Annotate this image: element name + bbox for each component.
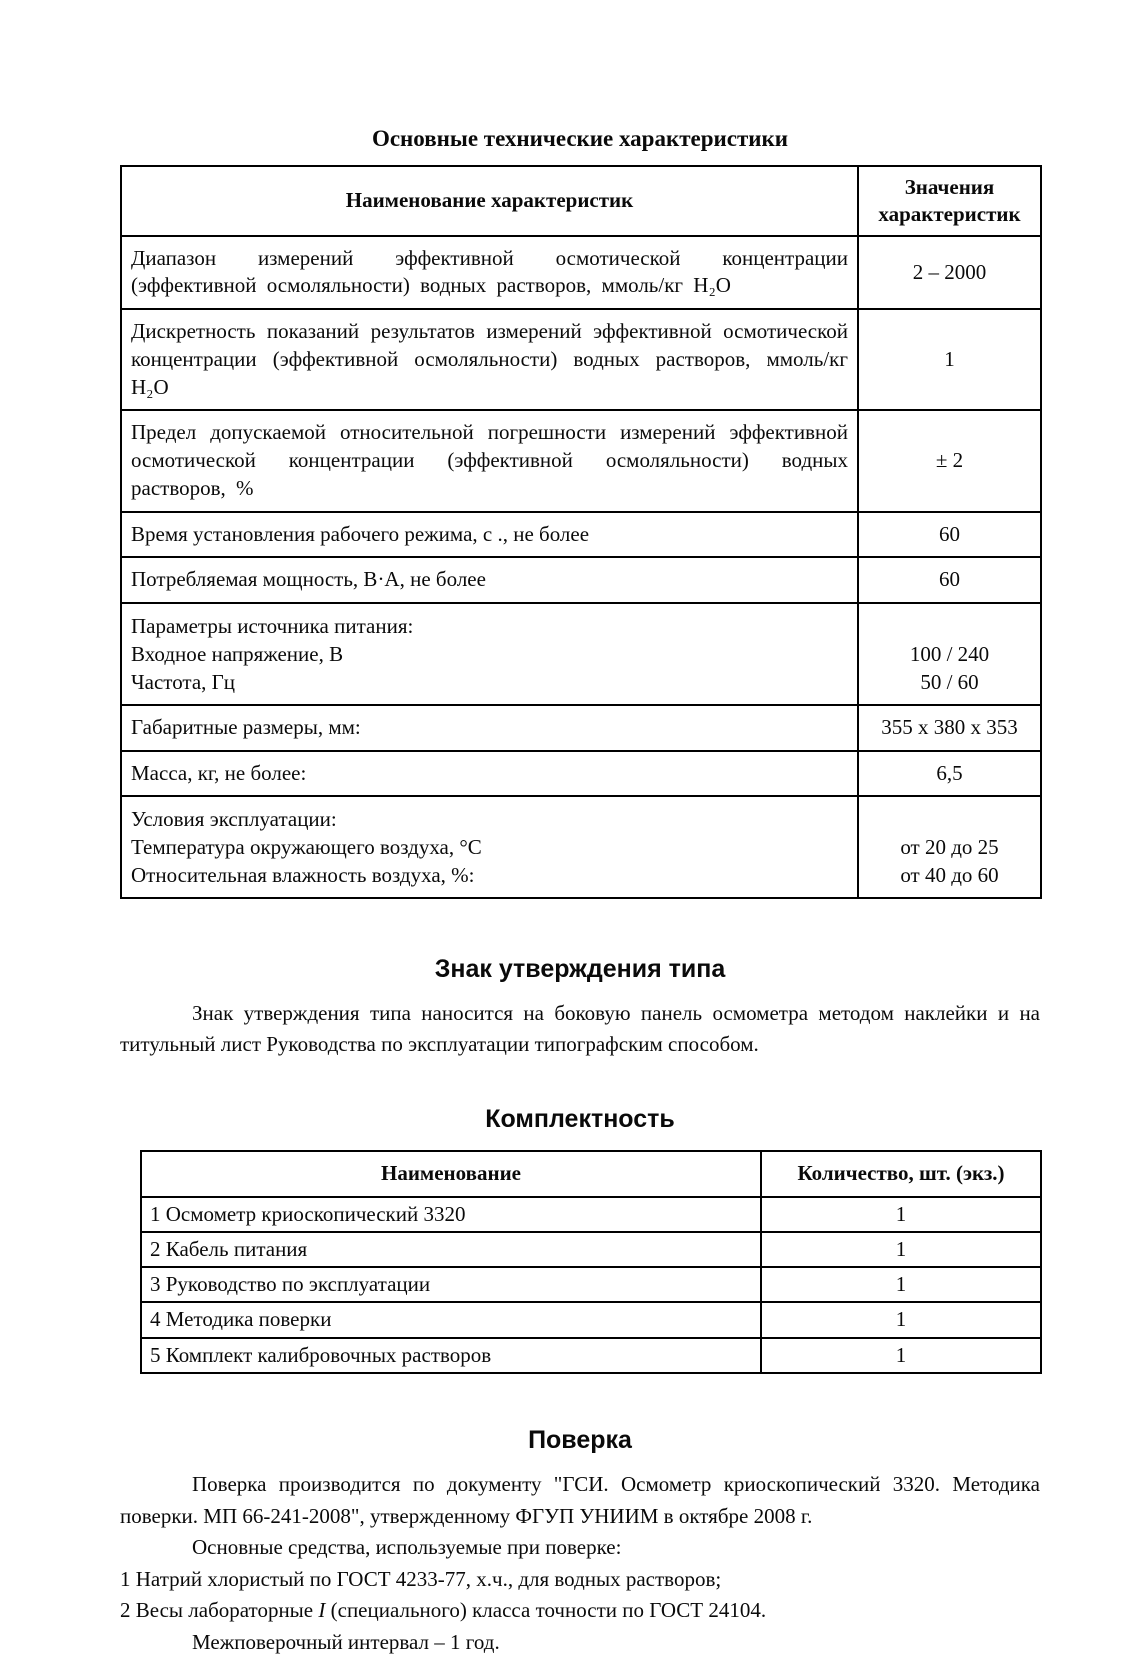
spec-name: Потребляемая мощность, В·А, не более [121, 557, 858, 603]
completeness-header-row [141, 1151, 1041, 1196]
table-row [121, 236, 1041, 309]
completeness-qty: 1 [761, 1232, 1041, 1267]
page-title: Основные технические характеристики [371, 126, 789, 151]
spec-value-line: от 20 до 25 [900, 835, 999, 860]
spec-name: Дискретность показаний результатов измерений эффективной осмотической концентрации (эффективной осмоляльности) водных растворов, ммоль/кг Н₂О [121, 309, 858, 410]
spec-name-line: Частота, Гц [131, 669, 236, 694]
spec-table [120, 165, 1042, 899]
completeness-header-name: Наименование [141, 1151, 761, 1196]
completeness-item: 3 Руководство по эксплуатации [141, 1267, 761, 1302]
table-row [141, 1267, 1041, 1302]
spec-name: Предел допускаемой относительной погрешности измерений эффективной осмотической концентрации (эффективной осмоляльности) водных растворов, % [121, 410, 858, 511]
spec-header-name: Наименование характеристик [121, 166, 858, 236]
spec-name-line: Входное напряжение, В [131, 641, 344, 666]
verification-paragraph: Межповерочный интервал – 1 год. [192, 1629, 500, 1654]
spec-value [858, 603, 1041, 705]
spec-name: Диапазон измерений эффективной осмотической концентрации (эффективной осмоляльности) водных растворов, ммоль/кг Н₂О [121, 236, 858, 309]
verification-item2-prefix: 2 Весы лабораторные [120, 1598, 319, 1623]
table-row [141, 1302, 1041, 1337]
completeness-item: 2 Кабель питания [141, 1232, 761, 1267]
verification-list-item [120, 1595, 1040, 1627]
spec-value-line [868, 612, 1031, 640]
spec-value-line: 50 / 60 [920, 669, 979, 694]
completeness-qty: 1 [761, 1338, 1041, 1373]
spec-value: 60 [858, 512, 1041, 558]
spec-value-line: от 40 до 60 [900, 863, 999, 888]
table-row [141, 1197, 1041, 1232]
spec-name-line: Температура окружающего воздуха, °С [131, 835, 482, 860]
completeness-table [140, 1150, 1042, 1374]
table-row [121, 796, 1041, 898]
spec-value: 1 [858, 309, 1041, 410]
table-row [121, 705, 1041, 751]
verification-item2-class-mark: I [318, 1598, 326, 1623]
spec-header-value: Значения характеристик [858, 166, 1041, 236]
table-row [121, 557, 1041, 603]
spec-name [121, 796, 858, 898]
section-heading-verification: Поверка [528, 1426, 632, 1455]
spec-value: 60 [858, 557, 1041, 603]
spec-value [858, 796, 1041, 898]
table-row [141, 1232, 1041, 1267]
completeness-qty: 1 [761, 1267, 1041, 1302]
spec-value: ± 2 [858, 410, 1041, 511]
spec-name: Масса, кг, не более: [121, 751, 858, 797]
spec-name-line: Относительная влажность воздуха, %: [131, 863, 475, 888]
spec-name: Габаритные размеры, мм: [121, 705, 858, 751]
table-row [121, 410, 1041, 511]
table-row [121, 603, 1041, 705]
spec-value: 6,5 [858, 751, 1041, 797]
completeness-qty: 1 [761, 1197, 1041, 1232]
spec-header-row [121, 166, 1041, 236]
completeness-header-qty: Количество, шт. (экз.) [761, 1151, 1041, 1196]
completeness-item: 4 Методика поверки [141, 1302, 761, 1337]
table-row [121, 751, 1041, 797]
section-heading-completeness: Комплектность [485, 1105, 675, 1134]
spec-value: 2 – 2000 [858, 236, 1041, 309]
section-heading-type-mark: Знак утверждения типа [434, 955, 726, 984]
completeness-qty: 1 [761, 1302, 1041, 1337]
spec-name: Время установления рабочего режима, с ., не более [121, 512, 858, 558]
verification-section [120, 1469, 1040, 1658]
verification-item2-suffix: (специального) класса точности по ГОСТ 24104. [325, 1598, 767, 1623]
spec-value-line: 100 / 240 [909, 641, 990, 666]
table-row [121, 309, 1041, 410]
spec-name-line: Условия эксплуатации: [131, 807, 337, 832]
completeness-item: 5 Комплект калибровочных растворов [141, 1338, 761, 1373]
spec-name-line: Параметры источника питания: [131, 613, 414, 638]
verification-paragraph: Поверка производится по документу "ГСИ. Осмометр криоскопический 3320. Методика поверки. МП 66-241-2008", утвержденному ФГУП УНИИМ в октябре 2008 г. [120, 1472, 1040, 1528]
verification-paragraph: Основные средства, используемые при поверке: [192, 1535, 622, 1560]
spec-value: 355 x 380 x 353 [858, 705, 1041, 751]
type-mark-paragraph: Знак утверждения типа наносится на боковую панель осмометра методом наклейки и на титульный лист Руководства по эксплуатации типографским способом. [120, 1001, 1040, 1056]
table-row [121, 512, 1041, 558]
completeness-item: 1 Осмометр криоскопический 3320 [141, 1197, 761, 1232]
spec-value-line [868, 805, 1031, 833]
verification-list-item: 1 Натрий хлористый по ГОСТ 4233-77, х.ч., для водных растворов; [120, 1566, 722, 1591]
spec-name [121, 603, 858, 705]
table-row [141, 1338, 1041, 1373]
